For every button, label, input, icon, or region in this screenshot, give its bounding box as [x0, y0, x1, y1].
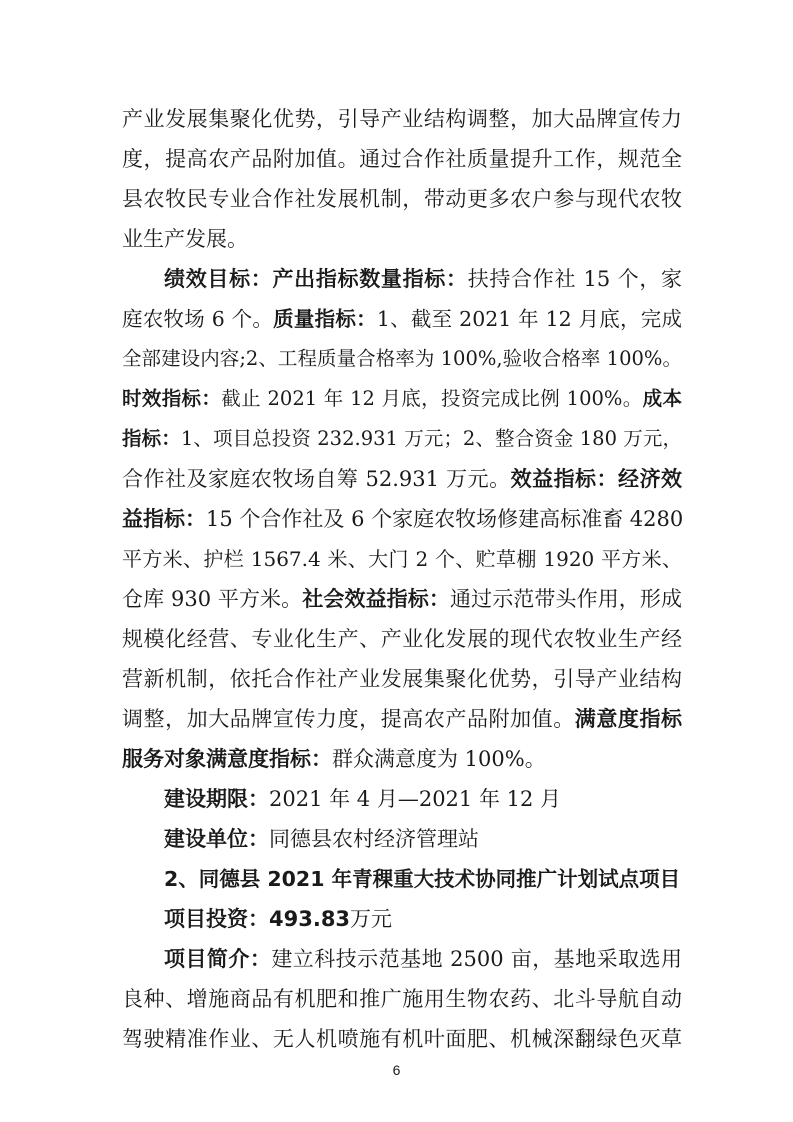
bold-label: 项目简介：	[164, 947, 272, 971]
text-span: 规模化经营、专业化生产、产业化发展的现代农牧业生产经	[122, 627, 682, 651]
text-span: 同德县农村经济管理站	[269, 827, 479, 851]
paragraph-line	[122, 424, 682, 454]
text-span: 建立科技示范基地 2500 亩，基地采取选用	[271, 947, 683, 971]
text-span: 驾驶精准作业、无人机喷施有机叶面肥、机械深翻绿色灭草	[122, 1027, 682, 1051]
bold-label: 项目投资：	[164, 907, 269, 931]
text-span: 度，提高农产品附加值。通过合作社质量提升工作，规范全	[122, 147, 682, 171]
bold-label: 质量指标：	[273, 307, 377, 331]
bold-label: 效益指标：经济效	[510, 467, 682, 491]
paragraph-line	[122, 984, 682, 1014]
text-span: 群众满意度为 100%。	[332, 747, 546, 771]
heading-text: 2、同德县 2021 年青稞重大技术协同推广计划试点项目	[164, 867, 681, 891]
bold-label: 建设期限：	[164, 787, 269, 811]
construction-period	[164, 784, 682, 814]
text-span: 业生产发展。	[122, 227, 248, 251]
construction-unit	[164, 824, 682, 854]
bold-label: 时效指标：	[122, 387, 222, 410]
text-span: 1、项目总投资 232.931 万元；2、整合资金 180 万元，	[180, 427, 682, 450]
text-span: 15 个合作社及 6 个家庭农牧场修建高标准畜 4280	[206, 507, 684, 531]
investment-value: 493.83	[269, 907, 351, 931]
text-span: 扶持合作社 15 个，家	[467, 267, 683, 291]
paragraph-line	[122, 704, 682, 734]
bold-label: 建设单位：	[164, 827, 269, 851]
paragraph-line	[122, 104, 682, 134]
text-span: 良种、增施商品有机肥和推广施用生物农药、北斗导航自动	[122, 987, 682, 1011]
text-span: 1、截至 2021 年 12 月底，完成	[376, 307, 682, 331]
paragraph-line	[122, 544, 682, 574]
project-intro	[164, 944, 682, 974]
bold-label: 社会效益指标：	[302, 587, 450, 611]
bold-label: 成本	[642, 387, 682, 410]
paragraph-line	[122, 344, 682, 374]
paragraph-line	[122, 1024, 682, 1054]
text-span: 产业发展集聚化优势，引导产业结构调整，加大品牌宣传力	[122, 107, 682, 131]
text-span: 通过示范带头作用，形成	[449, 587, 683, 611]
text-span: 调整，加大品牌宣传力度，提高农产品附加值。	[122, 707, 575, 731]
paragraph-line	[122, 304, 682, 334]
text-span: 截止 2021 年 12 月底，投资完成比例 100%。	[221, 387, 643, 410]
project-investment	[164, 904, 682, 934]
bold-label: 服务对象满意度指标：	[122, 747, 332, 771]
paragraph-line	[122, 184, 682, 214]
paragraph-line	[122, 144, 682, 174]
bold-label: 指标：	[122, 427, 181, 450]
text-span: 全部建设内容;2、工程质量合格率为 100%,验收合格率 100%。	[122, 347, 682, 370]
paragraph-line	[122, 384, 682, 414]
paragraph-line	[122, 504, 682, 534]
paragraph-line	[122, 464, 682, 494]
paragraph-line	[122, 624, 682, 654]
page-number: 6	[392, 1062, 401, 1078]
text-span: 庭农牧场 6 个。	[122, 307, 274, 331]
bold-label: 益指标：	[122, 507, 206, 531]
text-span: 平方米、护栏 1567.4 米、大门 2 个、贮草棚 1920 平方米、	[122, 547, 682, 571]
paragraph-line	[122, 224, 682, 254]
project-heading	[164, 864, 682, 894]
text-span: 县农牧民专业合作社发展机制，带动更多农户参与现代农牧	[122, 187, 682, 211]
text-span: 合作社及家庭农牧场自筹 52.931 万元。	[122, 467, 511, 491]
text-span: 万元	[350, 907, 393, 931]
text-span: 营新机制，依托合作社产业发展集聚化优势，引导产业结构	[122, 667, 682, 691]
text-span: 2021 年 4 月—2021 年 12 月	[269, 787, 562, 811]
paragraph-line	[122, 744, 682, 774]
text-span: 仓库 930 平方米。	[122, 587, 303, 611]
bold-label: 满意度指标	[574, 707, 683, 731]
paragraph-line	[164, 264, 682, 294]
paragraph-line	[122, 664, 682, 694]
bold-label: 绩效目标：产出指标数量指标：	[164, 267, 468, 291]
paragraph-line	[122, 584, 682, 614]
